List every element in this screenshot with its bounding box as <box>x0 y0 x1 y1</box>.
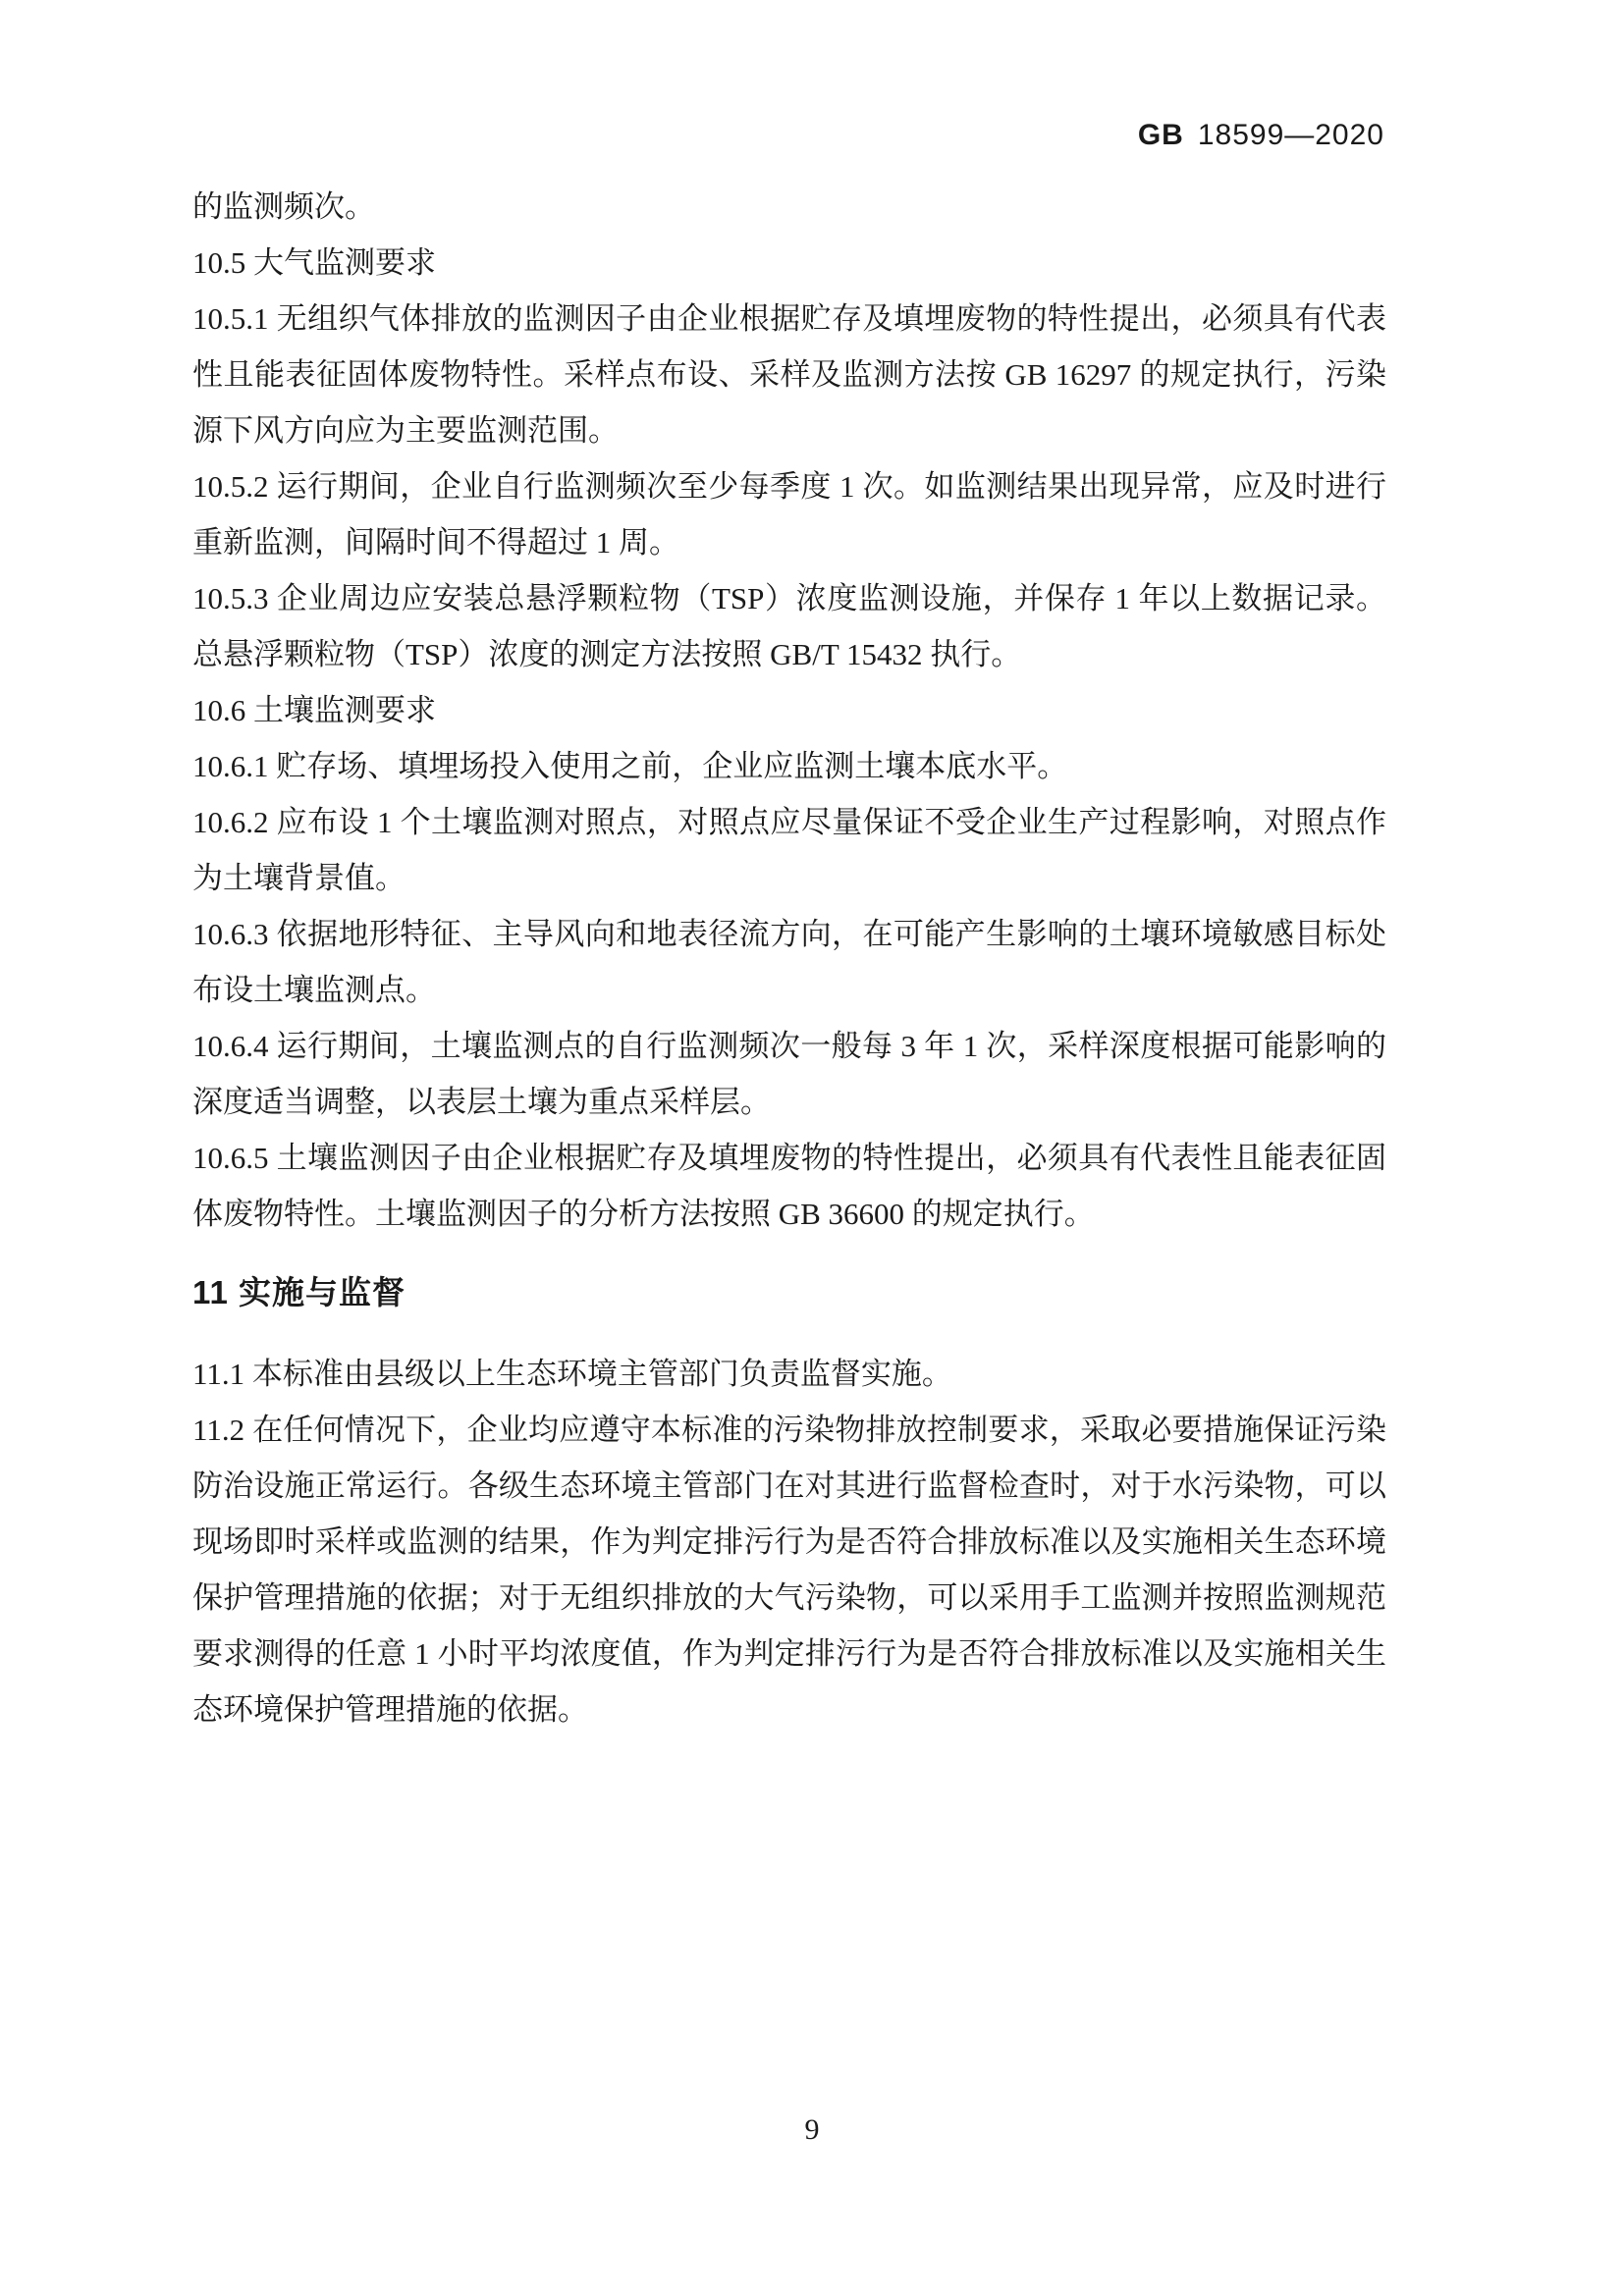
clause-10-6-1: 10.6.1 贮存场、填埋场投入使用之前，企业应监测土壤本底水平。 <box>192 749 1068 783</box>
standard-code-header <box>1138 118 1384 153</box>
clause-10-5-3: 10.5.3 企业周边应安装总悬浮颗粒物（TSP）浓度监测设施，并保存 1 年以上数据记录。总悬浮颗粒物（TSP）浓度的测定方法按照 GB/T 15432 执行。 <box>192 581 1386 671</box>
clause-10-5-1: 10.5.1 无组织气体排放的监测因子由企业根据贮存及填埋废物的特性提出，必须具有代表性且能表征固体废物特性。采样点布设、采样及监测方法按 GB 16297 的规定执行，污染源下风方向应为主要监测范围。 <box>192 301 1386 448</box>
standard-code-number: 18599—2020 <box>1197 119 1384 151</box>
heading-10-6: 10.6 土壤监测要求 <box>192 693 436 727</box>
clause-10-6-5: 10.6.5 土壤监测因子由企业根据贮存及填埋废物的特性提出，必须具有代表性且能表征固体废物特性。土壤监测因子的分析方法按照 GB 36600 的规定执行。 <box>192 1141 1386 1231</box>
standard-code-prefix: GB <box>1137 119 1184 151</box>
clause-11-2: 11.2 在任何情况下，企业均应遵守本标准的污染物排放控制要求，采取必要措施保证污染防治设施正常运行。各级生态环境主管部门在对其进行监督检查时，对于水污染物，可以现场即时采样或监测的结果，作为判定排污行为是否符合排放标准以及实施相关生态环境保护管理措施的依据；对于无组织排放的大气污染物，可以采用手工监测并按照监测规范要求测得的任意 1 小时平均浓度值，作为判定排污行为是否符合排放标准以及实施相关生态环境保护管理措施的依据。 <box>192 1413 1386 1727</box>
clause-10-5-2: 10.5.2 运行期间，企业自行监测频次至少每季度 1 次。如监测结果出现异常，应及时进行重新监测，间隔时间不得超过 1 周。 <box>192 469 1386 560</box>
clause-11-1: 11.1 本标准由县级以上生态环境主管部门负责监督实施。 <box>192 1357 952 1391</box>
clause-10-6-4: 10.6.4 运行期间，土壤监测点的自行监测频次一般每 3 年 1 次，采样深度根据可能影响的深度适当调整，以表层土壤为重点采样层。 <box>192 1029 1386 1119</box>
clause-10-6-2: 10.6.2 应布设 1 个土壤监测对照点，对照点应尽量保证不受企业生产过程影响，对照点作为土壤背景值。 <box>192 805 1386 895</box>
clause-10-6-3: 10.6.3 依据地形特征、主导风向和地表径流方向，在可能产生影响的土壤环境敏感目标处布设土壤监测点。 <box>192 917 1386 1007</box>
page-number: 9 <box>804 2113 820 2146</box>
document-body <box>192 179 1386 1737</box>
paragraph-continuation: 的监测频次。 <box>192 189 375 224</box>
heading-11: 11 实施与监督 <box>192 1274 406 1310</box>
page-footer <box>0 2110 1624 2150</box>
heading-10-5: 10.5 大气监测要求 <box>192 245 436 280</box>
